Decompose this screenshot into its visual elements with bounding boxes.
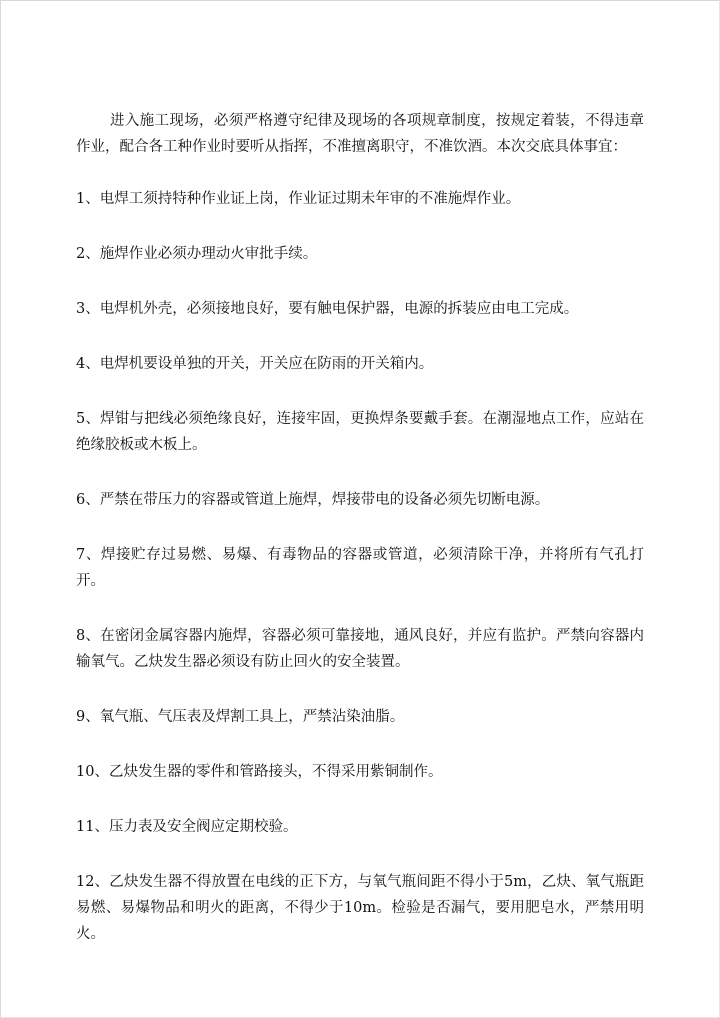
list-item-8: 8、在密闭金属容器内施焊，容器必须可靠接地，通风良好，并应有监护。严禁向容器内输氧气。乙炔发生器必须设有防止回火的安全装置。 — [76, 628, 644, 670]
list-item-4: 4、电焊机要设单独的开关，开关应在防雨的开关箱内。 — [76, 356, 434, 372]
list-item-6: 6、严禁在带压力的容器或管道上施焊，焊接带电的设备必须先切断电源。 — [76, 492, 550, 508]
list-item-12: 12、乙炔发生器不得放置在电线的正下方，与氧气瓶间距不得小于5m，乙炔、氧气瓶距易燃、易爆物品和明火的距离，不得少于10m。检验是否漏气，要用肥皂水，严禁用明火。 — [76, 874, 644, 942]
list-item-3: 3、电焊机外壳，必须接地良好，要有触电保护器，电源的拆装应由电工完成。 — [76, 301, 579, 317]
list-item-11: 11、压力表及安全阀应定期校验。 — [76, 819, 298, 835]
intro-paragraph: 进入施工现场，必须严格遵守纪律及现场的各项规章制度，按规定着装，不得违章作业，配合各工种作业时要听从指挥，不准擅离职守，不准饮酒。本次交底具体事宜： — [76, 113, 644, 155]
list-item-2: 2、施焊作业必须办理动火审批手续。 — [76, 246, 318, 262]
document-body — [76, 108, 644, 976]
list-item-5: 5、焊钳与把线必须绝缘良好，连接牢固，更换焊条要戴手套。在潮湿地点工作，应站在绝缘胶板或木板上。 — [76, 411, 644, 453]
list-item-10: 10、乙炔发生器的零件和管路接头，不得采用紫铜制作。 — [76, 764, 443, 780]
list-item-7: 7、焊接贮存过易燃、易爆、有毒物品的容器或管道，必须清除干净，并将所有气孔打开。 — [76, 547, 644, 589]
list-item-9: 9、氧气瓶、气压表及焊割工具上，严禁沾染油脂。 — [76, 709, 405, 725]
list-item-1: 1、电焊工须持特种作业证上岗，作业证过期未年审的不准施焊作业。 — [76, 191, 521, 207]
